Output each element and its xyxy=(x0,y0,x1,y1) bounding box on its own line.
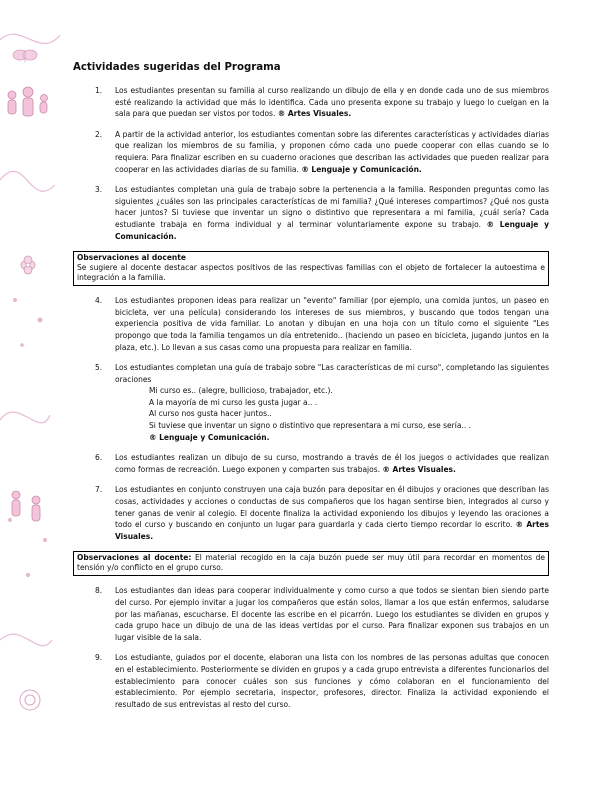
activity-item: 1. Los estudiantes presentan su familia al curso realizando un dibujo de ella y en donde cada uno de sus miembros esté realizando la actividad que más lo identifica. Cada uno presenta expone su trabajo y luego lo cuelgan en la sala para que puedan ser vistos por todos. ® Artes Visuales. xyxy=(95,86,549,119)
document-body xyxy=(73,62,549,719)
butterfly-icon xyxy=(13,50,37,62)
activity-item: 3. Los estudiantes completan una guía de trabajo sobre la pertenencia a la familia. Responden preguntas como las siguientes ¿cuáles son las principales características de mi familia? ¿Qué intereses compartimos? ¿Qué nos gusta hacer juntos? Si tuviese que inventar un signo o distintivo que representara a mi familia, ¿cuál sería? Cada estudiante trabaja en forma individual y al terminar voluntariamente expone su trabajo. ® Lenguaje y Comunicación. xyxy=(95,185,549,241)
teacher-note-box: Observaciones al docente Se sugiere al docente destacar aspectos positivos de las respectivas familias con el objeto de fortalecer la autoestima e integración a la familia. xyxy=(73,251,549,286)
activity-item: 9. Los estudiante, guiados por el docente, elaboran una lista con los nombres de las personas adultas que conocen en el establecimiento. Posteriormente se dividen en grupos y a cada grupo entrevista a diferentes funcionarios del establecimiento para conocer cuáles son sus funciones y cómo colaboran en el funcionamiento del establecimiento. Por ejemplo secretaria, inspector, profesores, director. Finaliza la actividad exponiendo el resultado de sus entrevistas al resto del curso. xyxy=(95,653,549,709)
sentence-list: Mi curso es.. (alegre, bullicioso, trabajador, etc.). A la mayoría de mi curso les gusta jugar a.. . Al curso nos gusta hacer juntos.. Si tuviese que inventar un signo o distintivo que representara a mi curso, ese sería.. . ® Lenguaje y Comunicación. xyxy=(149,386,471,442)
activity-item: 7. Los estudiantes en conjunto construyen una caja buzón para depositar en él dibujos y oraciones que describan las cosas, actividades y acciones o conductas de sus compañeros que los hagan sentirse bien, integrados al curso y tener ganas de venir al colegio. El docente finaliza la actividad exponiendo los dibujos y leyendo las oraciones a todo el curso y buscando en conjunto un lugar para guardarla y cada cierto tiempo recordar lo escrito. ® Artes Visuales. xyxy=(95,485,549,541)
page-title: Actividades sugeridas del Programa xyxy=(73,62,281,73)
flower-icon xyxy=(21,256,35,274)
dots-decoration xyxy=(8,298,47,577)
activity-item: 4. Los estudiantes proponen ideas para realizar un "evento" familiar (por ejemplo, una comida juntos, un paseo en bicicleta, ver una película) considerando los intereses de sus miembros, y buscando que todos tengan una experiencia positiva de vida familiar. Lo anotan y dibujan en una hoja con un título como el siguiente "Les propongo que toda la familia tengamos un día entretenido.. (haciendo un paseo en bicicleta, jugando juntos en la plaza, etc.). Lo llevan a sus casas como una propuesta para realizar en familia. xyxy=(95,296,549,352)
activity-item: 6. Los estudiantes realizan un dibujo de su curso, mostrando a través de él los juegos o actividades que realizan como formas de recreación. Luego exponen y comparten sus trabajos. ® Artes Visuales. xyxy=(95,453,549,474)
swirl-decoration xyxy=(20,690,40,710)
teacher-note-box: Observaciones al docente: El material recogido en la caja buzón puede ser muy útil para recordar en momentos de tensión y/o conflicto en el grupo curso. xyxy=(73,551,549,576)
family-figures-icon xyxy=(8,87,48,116)
activity-item: 8. Los estudiantes dan ideas para cooperar individualmente y como curso a que todos se sientan bien siendo parte del curso. Por ejemplo invitar a jugar los compañeros que están solos, llamar a los que están enfermos, saludarse por las mañanas, escucharse. El docente las escribe en el picarrón. Luego los estudiantes se dividen en grupos y cada grupo hace un dibujo de una de las ideas vertidas por el curso. Para finalizar exponen sus trabajos en un lugar visible de la sala. xyxy=(95,586,549,642)
children-figures-icon xyxy=(12,491,40,521)
activity-item: 5. Los estudiantes completan una guía de trabajo sobre "Las características de mi curso", completando las siguientes oraciones Mi curso es.. (alegre, bullicioso, trabajador, etc.). A la mayoría de mi curso les gusta jugar a.. . Al curso nos gusta hacer juntos.. Si tuviese que inventar un signo o distintivo que representara a mi curso, ese sería.. . ® Lenguaje y Comunicación. xyxy=(95,363,549,442)
decorative-margin-illustration xyxy=(0,0,72,800)
activity-item: 2. A partir de la actividad anterior, los estudiantes comentan sobre las diferentes características y actividades diarias que realizan los miembros de su familia, y proponen cómo cada uno puede cooperar con ellas cuando se lo requiera. Para finalizar escriben en su cuaderno oraciones que describan las actividades que pueden realizar para cooperar en las actividades diarias de su familia. ® Lenguaje y Comunicación. xyxy=(95,129,549,174)
